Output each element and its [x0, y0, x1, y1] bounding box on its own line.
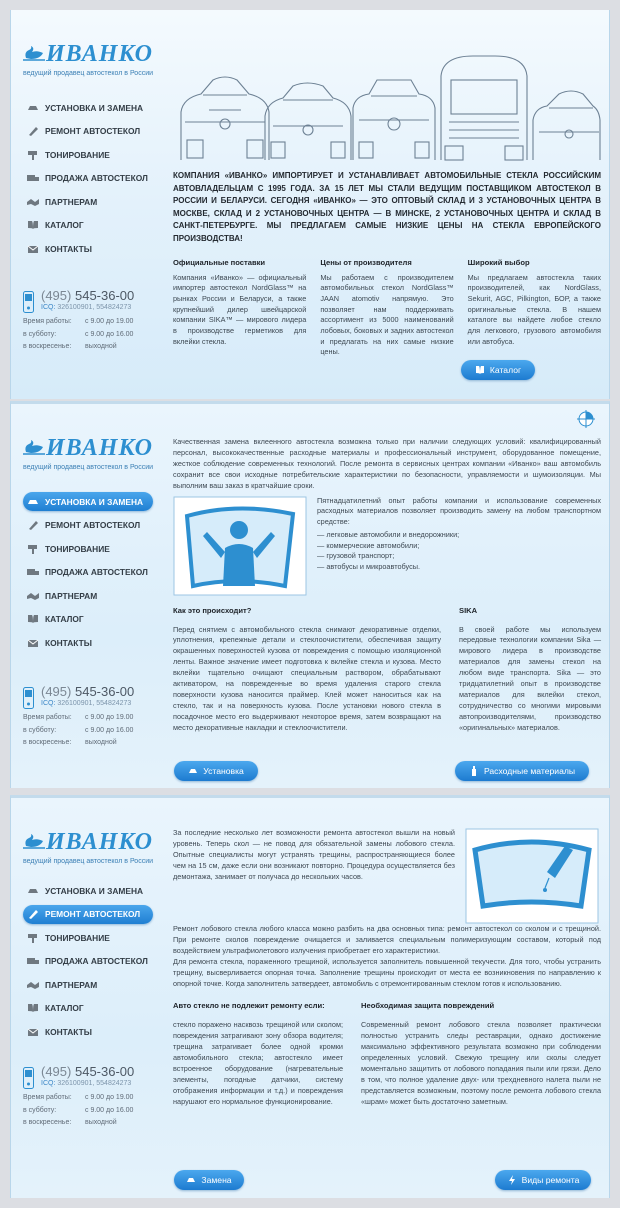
column-title: Необходимая защита повреждений	[361, 1001, 495, 1011]
nav-label: КАТАЛОГ	[45, 614, 84, 624]
nav-label: ТОНИРОВАНИЕ	[45, 149, 110, 160]
car-icon	[188, 766, 198, 776]
nav-label: КОНТАКТЫ	[45, 637, 92, 648]
bottle-icon	[469, 766, 479, 776]
column-sika	[459, 606, 601, 734]
book-icon	[27, 614, 39, 624]
repair-intro-2: Ремонт лобового стекла любого класса можно разбить на два основных типа: ремонт автостекол со сколом и с трещиной. При ремонте сколов повреждение очищается и заливается специальным полимеризующим составом, который под воздействием ультрафиолетового излучения приобретает его характеристики.	[173, 924, 601, 955]
install-intro: Качественная замена вклеенного автостекла возможна только при наличии следующих условий: квалифицированный персонал, высококачественные расходные материалы и профессиональный инструмент, оборудованное помещение, жесткое соблюдение современных технологий. После ремонта в сервисных центрах компании «Иванко» ваш автомобиль сохранит все свои исходные потребительские характеристики по безопасности, управляемости и шумоизоляции. Мы выполним ваш заказ в кратчайшие сроки.	[173, 437, 601, 490]
nav-item-sale[interactable]	[23, 169, 153, 188]
nav-item-install[interactable]	[23, 492, 153, 511]
handshake-icon	[27, 197, 39, 207]
column-no-repair	[173, 1001, 343, 1107]
column-prices	[320, 258, 453, 359]
brand-tagline: ведущий продавец автостекол в России	[23, 858, 154, 865]
column-text: В своей работе мы используем передовые технологии компании Sika — мирового лидера в производстве материалов для замены стекол на любом виде транспорта. Sika — это тридцатилетний опыт в производстве материалов для вклейки стекол, сотрудничество со многими мировыми автопроизводителями, производство «оригинальных» материалов.	[459, 624, 601, 732]
repair-intro-1: За последние несколько лет возможности ремонта автостекол вышли на новый уровень. Теперь скол — не повод для обязательной замены лобового стекла. Опытные специалисты могут устранять трещины, распространяющиеся более чем на 15 см, даже если они возникают повторно. Процедура осуществляется без демонтажа, занимает от получаса до нескольких часов.	[173, 828, 455, 881]
install-side-text: Пятнадцатилетний опыт работы компании и использование современных расходных материалов позволяет производить замену на любом транспортном средстве:	[317, 495, 601, 527]
icq-numbers: 326100901, 554824273	[57, 700, 132, 707]
car-icon	[186, 1175, 196, 1185]
nav-item-repair[interactable]	[23, 122, 153, 141]
brush-icon	[27, 909, 39, 919]
nav-label: ТОНИРОВАНИЕ	[45, 543, 110, 554]
brand-tagline: ведущий продавец автостекол в России	[23, 464, 154, 471]
column-text: Мы работаем с производителем автомобильных стекол NordGlass™ JAAN atomotiv напрямую. Это позволяет нам поддерживать ассортимент из 5000 наименований лобовых, боковых и задних автостекол и предлагать на них самые низкие цены.	[320, 272, 454, 357]
book-icon	[27, 1003, 39, 1013]
home-columns	[173, 258, 601, 359]
hours-label: Время работы:	[23, 1094, 72, 1101]
phone-code: (495)	[41, 1064, 72, 1079]
list-item: — грузовой транспорт;	[317, 551, 601, 562]
brand-name: ИВАНКО	[46, 41, 153, 67]
car-icon	[27, 497, 39, 507]
nav-item-catalog[interactable]	[23, 610, 153, 629]
brush-icon	[27, 126, 39, 136]
hours-row	[23, 341, 163, 354]
materials-button[interactable]	[455, 761, 589, 781]
phone-number[interactable]	[41, 1064, 134, 1079]
hours-row	[23, 1105, 163, 1118]
install-content	[173, 437, 601, 734]
column-protection	[361, 1001, 601, 1107]
brush-icon	[27, 520, 39, 530]
catalog-button[interactable]	[461, 360, 535, 380]
book-icon	[27, 220, 39, 230]
nav-label: ПАРТНЕРАМ	[45, 196, 98, 207]
repair-content	[173, 828, 601, 1108]
page-repair	[10, 795, 610, 1198]
phone-digits: 545-36-00	[74, 1064, 135, 1079]
column-howto	[173, 606, 441, 734]
main-nav	[23, 881, 153, 1046]
column-title: Как это происходит?	[173, 605, 252, 615]
nav-label: КОНТАКТЫ	[45, 1026, 92, 1037]
nav-item-sale[interactable]	[23, 952, 153, 971]
hours-value: выходной	[85, 1119, 117, 1126]
crosshair-icon	[577, 410, 595, 428]
nav-item-repair[interactable]	[23, 516, 153, 535]
envelope-icon	[27, 244, 39, 254]
envelope-icon	[27, 1027, 39, 1037]
hours-label: Время работы:	[23, 318, 72, 325]
phone-number[interactable]	[41, 288, 134, 303]
hours-value: с 9.00 до 16.00	[85, 1106, 134, 1114]
swan-logo-icon	[23, 44, 45, 62]
hours-value: с 9.00 до 19.00	[85, 1094, 134, 1101]
icq-line	[41, 304, 131, 311]
hours-value: с 9.00 до 16.00	[85, 726, 134, 734]
column-text: Перед снятием с автомобильного стекла снимают декоративные отделки, уплотнения, крепежные детали и стеклоочистители, обеспечивая защиту окрашенных поверхностей кузова от повреждения с помощью изоляционной ленты. Важное значение имеет подготовка к вклейке стекла и кузова. Место вклейки тщательно очищают специальным раствором, обрабатывают активатором, на поврежденные во время удаления старого стекла поверхности кузова наносится праймер. Клей может наноситься как на стекло, так и на поверхность кузова. После установки нового стекла в посадочное место его выдерживают некоторое время, затем возвращают на место декоративные накладки и стеклоочистители.	[173, 624, 441, 732]
nav-item-repair[interactable]	[23, 905, 153, 924]
button-label: Расходные материалы	[483, 766, 576, 776]
install-side	[317, 496, 601, 596]
brand-name: ИВАНКО	[46, 829, 153, 855]
nav-label: ПРОДАЖА АВТОСТЕКОЛ	[45, 567, 148, 577]
column-title: SIKA	[459, 605, 478, 615]
roller-icon	[27, 933, 39, 943]
hours-value: выходной	[85, 739, 117, 746]
truck-icon	[27, 173, 39, 183]
hours-value: выходной	[85, 343, 117, 350]
brand-tagline: ведущий продавец автостекол в России	[23, 70, 154, 77]
phone-digits: 545-36-00	[74, 684, 135, 699]
nav-label: КАТАЛОГ	[45, 220, 84, 230]
hours-row	[23, 316, 163, 329]
nav-item-partners[interactable]	[23, 586, 153, 605]
icq-line	[41, 1080, 131, 1087]
main-nav	[23, 492, 153, 657]
nav-label: РЕМОНТ АВТОСТЕКОЛ	[45, 126, 141, 136]
nav-label: КАТАЛОГ	[45, 1003, 84, 1013]
button-label: Замена	[201, 1175, 232, 1185]
nav-item-catalog[interactable]	[23, 999, 153, 1018]
repair-columns	[173, 1001, 601, 1107]
column-text: Современный ремонт лобового стекла позволяет практически полностью устранить следы реставрации, однако достижение максимально эффективного результата возможно при соблюдении определенных условий. Свежую трещину или сколы следует моментально защитить от лобового попадания пыли или грязи. Дело в том, что полное удаление двух- или трехдневного налета пыли не представляется возможным, поэтому после ремонта лобового стекла «шрам» может быть достаточно заметным.	[361, 1020, 601, 1106]
truck-icon	[27, 956, 39, 966]
phone-icon	[23, 687, 34, 709]
working-hours	[23, 712, 163, 750]
icq-numbers: 326100901, 554824273	[57, 304, 132, 311]
icq-numbers: 326100901, 554824273	[57, 1080, 132, 1087]
handshake-icon	[27, 591, 39, 601]
list-item: — автобусы и микроавтобусы.	[317, 562, 601, 573]
phone-number[interactable]	[41, 684, 134, 699]
hours-row	[23, 712, 163, 725]
repair-types-button[interactable]	[495, 1170, 591, 1190]
nav-item-tint[interactable]	[23, 539, 153, 558]
icq-label: ICQ:	[41, 304, 56, 311]
nav-label: УСТАНОВКА И ЗАМЕНА	[45, 885, 144, 896]
column-title: Широкий выбор	[467, 257, 530, 267]
repair-top	[173, 828, 601, 924]
column-title: Авто стекло не подлежит ремонту если:	[173, 1001, 325, 1011]
envelope-icon	[27, 638, 39, 648]
column-text: Мы предлагаем автостекла таких производителей, как NordGlass, Sekurit, AGC, Pilkington, БОР, а также оригинальные стекла. В нашем каталоге вы найдете любое стекло для легкового, грузового автомобиля или автобуса.	[467, 272, 601, 346]
nav-label: ПРОДАЖА АВТОСТЕКОЛ	[45, 173, 148, 183]
button-label: Каталог	[489, 365, 522, 375]
nav-label: ПРОДАЖА АВТОСТЕКОЛ	[45, 956, 148, 966]
install-feature	[173, 496, 601, 596]
button-label: Виды ремонта	[521, 1175, 580, 1185]
hours-row	[23, 1092, 163, 1105]
vehicle-list	[317, 530, 601, 572]
home-intro: КОМПАНИЯ «ИВАНКО» ИМПОРТИРУЕТ И УСТАНАВЛИВАЕТ АВТОМОБИЛЬНЫЕ СТЕКЛА РОССИЙСКИМ АВТОВЛАДЕЛЬЦАМ С 1995 ГОДА. ЗА 15 ЛЕТ МЫ СТАЛИ ВЕДУЩИМ ПОСТАВЩИКОМ АВТОСТЕКОЛ В РОССИИ И БЕЛАРУСИ. СЕГОДНЯ «ИВАНКО» — ЭТО ОПТОВЫЙ СКЛАД И 3 УСТАНОВОЧНЫХ ЦЕНТРА В МОСКВЕ, СКЛАД И 2 УСТАНОВОЧНЫХ ЦЕНТРА — В МИНСКЕ, 2 УСТАНОВОЧНЫХ ЦЕНТРА И СКЛАД В САНКТ-ПЕТЕРБУРГЕ. МЫ ПРЕДЛАГАЕМ САМЫЕ НИЗКИЕ ЦЕНЫ НА СТЕКЛА ЕВРОПЕЙСКОГО ПРОИЗВОДСТВА!	[173, 171, 601, 243]
icq-line	[41, 700, 131, 707]
button-label: Установка	[203, 766, 244, 776]
hours-label: в воскресенье:	[23, 739, 72, 746]
nav-label: РЕМОНТ АВТОСТЕКОЛ	[45, 909, 141, 919]
car-icon	[27, 886, 39, 896]
nav-item-sale[interactable]	[23, 563, 153, 582]
nav-item-tint[interactable]	[23, 928, 153, 947]
nav-item-contacts[interactable]	[23, 1022, 153, 1041]
nav-label: УСТАНОВКА И ЗАМЕНА	[45, 496, 144, 507]
handshake-icon	[27, 980, 39, 990]
column-choice	[468, 258, 601, 359]
hours-label: в воскресенье:	[23, 343, 72, 350]
hours-row	[23, 329, 163, 342]
book-icon	[475, 365, 485, 375]
nav-label: ТОНИРОВАНИЕ	[45, 932, 110, 943]
nav-item-catalog[interactable]	[23, 216, 153, 235]
list-item: — легковые автомобили и внедорожники;	[317, 530, 601, 541]
nav-label: УСТАНОВКА И ЗАМЕНА	[45, 102, 144, 113]
phone-icon	[23, 1067, 34, 1089]
working-hours	[23, 1092, 163, 1130]
cars-illustration	[173, 50, 601, 165]
hours-label: в субботу:	[23, 726, 57, 734]
phone-code: (495)	[41, 288, 72, 303]
home-content	[173, 170, 601, 358]
nav-item-partners[interactable]	[23, 975, 153, 994]
roller-icon	[27, 150, 39, 160]
nav-item-install[interactable]	[23, 881, 153, 900]
column-text: Компания «Иванко» — официальный импортер автостекол NordGlass™ на рынках России и Беларуси, а также крупнейший дилер швейцарской компании SIKA™ — мирового лидера в производстве герметиков для вклейки стекла.	[173, 272, 307, 346]
nav-item-tint[interactable]	[23, 145, 153, 164]
glass-installer-illustration	[173, 496, 307, 596]
hours-label: в субботу:	[23, 1106, 57, 1114]
phone-icon	[23, 291, 34, 313]
nav-label: ПАРТНЕРАМ	[45, 979, 98, 990]
hours-label: в воскресенье:	[23, 1119, 72, 1126]
hours-row	[23, 737, 163, 750]
install-button[interactable]	[174, 761, 258, 781]
windshield-repair-illustration	[465, 828, 599, 924]
hours-value: с 9.00 до 16.00	[85, 330, 134, 338]
list-item: — коммерческие автомобили;	[317, 541, 601, 552]
column-official	[173, 258, 306, 359]
icq-label: ICQ:	[41, 700, 56, 707]
phone-code: (495)	[41, 684, 72, 699]
hours-row	[23, 1117, 163, 1130]
working-hours	[23, 316, 163, 354]
lightning-icon	[507, 1175, 517, 1185]
nav-item-partners[interactable]	[23, 192, 153, 211]
replace-button[interactable]	[174, 1170, 244, 1190]
hours-row	[23, 725, 163, 738]
cars-lineart-icon	[173, 50, 601, 165]
hours-value: с 9.00 до 19.00	[85, 318, 134, 325]
roller-icon	[27, 544, 39, 554]
column-text: стекло поражено насквозь трещиной или сколом; повреждения затрагивают зону обзора водителя; трещина затрагивает более одной кромки автомобильного стекла; автостекло имеет встроенное оборудование (нагревательные элементы, погодные датчики, систему отображения информации и т.д.) и повреждения нарушают его нормальное функционирование.	[173, 1020, 343, 1106]
hours-label: в субботу:	[23, 330, 57, 338]
brand-name: ИВАНКО	[46, 435, 153, 461]
hours-value: с 9.00 до 19.00	[85, 714, 134, 721]
install-columns	[173, 606, 601, 734]
column-title: Цены от производителя	[320, 257, 412, 267]
swan-logo-icon	[23, 438, 45, 456]
nav-label: РЕМОНТ АВТОСТЕКОЛ	[45, 520, 141, 530]
main-nav	[23, 98, 153, 263]
car-icon	[27, 103, 39, 113]
column-title: Официальные поставки	[173, 257, 266, 267]
phone-digits: 545-36-00	[74, 288, 135, 303]
nav-label: ПАРТНЕРАМ	[45, 590, 98, 601]
swan-logo-icon	[23, 832, 45, 850]
nav-item-contacts[interactable]	[23, 239, 153, 258]
truck-icon	[27, 567, 39, 577]
nav-label: КОНТАКТЫ	[45, 243, 92, 254]
repair-intro-3: Для ремонта стекла, пораженного трещиной, используется заполнитель повышенной текучести. Для того, чтобы устранить трещину, высверливается опорная точка. Заполнение трещины происходит от места ее возникновения по направлению к опорной точке. Когда заполнитель затвердеет, автомобиль с отремонтированным стеклом готов к использованию.	[173, 956, 601, 988]
page-home	[10, 10, 610, 399]
nav-item-contacts[interactable]	[23, 633, 153, 652]
nav-item-install[interactable]	[23, 98, 153, 117]
hours-label: Время работы:	[23, 714, 72, 721]
page-install	[10, 401, 610, 788]
icq-label: ICQ:	[41, 1080, 56, 1087]
